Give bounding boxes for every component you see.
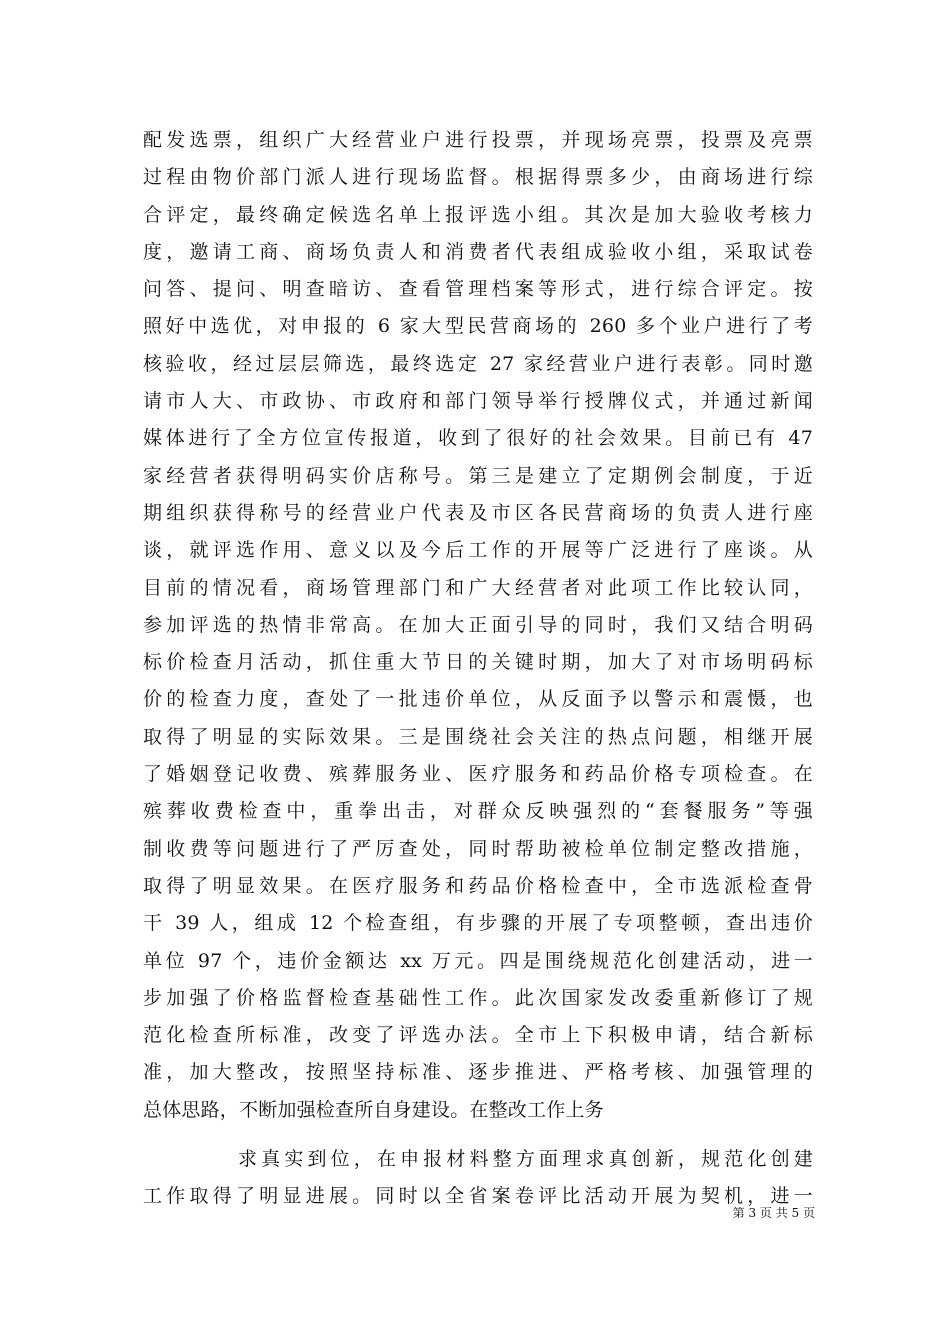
- page-number-footer: 第 3 页 共 5 页: [732, 1206, 815, 1220]
- text-line: 取得了明显效果。在医疗服务和药品价格检查中，全市选派检查骨: [143, 874, 813, 897]
- text-line: 合评定，最终确定候选名单上报评选小组。其次是加大验收考核力: [143, 203, 813, 226]
- text-line: 谈，就评选作用、意义以及今后工作的开展等广泛进行了座谈。从: [143, 539, 813, 562]
- text-line: 参加评选的热情非常高。在加大正面引导的同时，我们又结合明码: [143, 613, 813, 636]
- text-line: 核验收，经过层层筛选，最终选定 27 家经营业户进行表彰。同时邀: [143, 352, 813, 375]
- text-line: 配发选票，组织广大经营业户进行投票，并现场亮票，投票及亮票: [143, 129, 813, 151]
- text-line: 媒体进行了全方位宣传报道，收到了很好的社会效果。目前已有 47: [143, 427, 813, 450]
- text-line: 过程由物价部门派人进行现场监督。根据得票多少，由商场进行综: [143, 166, 813, 189]
- text-line: 度，邀请工商、商场负责人和消费者代表组成验收小组，采取试卷: [143, 240, 813, 263]
- text-line: 标价检查月活动，抓住重大节日的关键时期，加大了对市场明码标: [143, 651, 813, 674]
- body-text: [143, 122, 813, 1216]
- text-line: 请市人大、市政协、市政府和部门领导举行授牌仪式，并通过新闻: [143, 390, 813, 413]
- paragraph-gap: [143, 1129, 813, 1141]
- text-line: 求真实到位，在申报材料整方面理求真创新，规范化创建: [238, 1148, 813, 1171]
- text-line: 价的检查力度，查处了一批违价单位，从反面予以警示和震慑，也: [143, 688, 813, 711]
- text-line: 目前的情况看，商场管理部门和广大经营者对此项工作比较认同，: [143, 576, 813, 599]
- text-line: 期组织获得称号的经营业户代表及市区各民营商场的负责人进行座: [143, 501, 813, 524]
- text-line: 问答、提问、明查暗访、查看管理档案等形式，进行综合评定。按: [143, 278, 813, 301]
- text-line: 制收费等问题进行了严厉查处，同时帮助被检单位制定整改措施，: [143, 837, 813, 860]
- text-line: 准，加大整改，按照坚持标准、逐步推进、严格考核、加强管理的: [143, 1061, 813, 1084]
- text-line: 单位 97 个，违价金额达 xx 万元。四是围绕规范化创建活动，进一: [143, 949, 813, 972]
- text-line: 干 39 人，组成 12 个检查组，有步骤的开展了专项整顿，查出违价: [143, 912, 813, 935]
- text-line: 步加强了价格监督检查基础性工作。此次国家发改委重新修订了规: [143, 986, 813, 1009]
- paragraph-2: [143, 1141, 813, 1216]
- text-line: 殡葬收费检查中，重拳出击，对群众反映强烈的“套餐服务”等强: [143, 800, 813, 823]
- paragraph-1: [143, 122, 813, 1129]
- text-line: 工作取得了明显进展。同时以全省案卷评比活动开展为契机，进一: [143, 1185, 813, 1208]
- text-line: 家经营者获得明码实价店称号。第三是建立了定期例会制度，于近: [143, 464, 813, 487]
- text-line: 范化检查所标准，改变了评选办法。全市上下积极申请，结合新标: [143, 1024, 813, 1047]
- text-line: 照好中选优，对申报的 6 家大型民营商场的 260 多个业户进行了考: [143, 315, 813, 338]
- text-line: 了婚姻登记收费、殡葬服务业、医疗服务和药品价格专项检查。在: [143, 763, 813, 786]
- text-line: 取得了明显的实际效果。三是围绕社会关注的热点问题，相继开展: [143, 725, 813, 748]
- text-line: 总体思路，不断加强检查所自身建设。在整改工作上务: [143, 1098, 604, 1121]
